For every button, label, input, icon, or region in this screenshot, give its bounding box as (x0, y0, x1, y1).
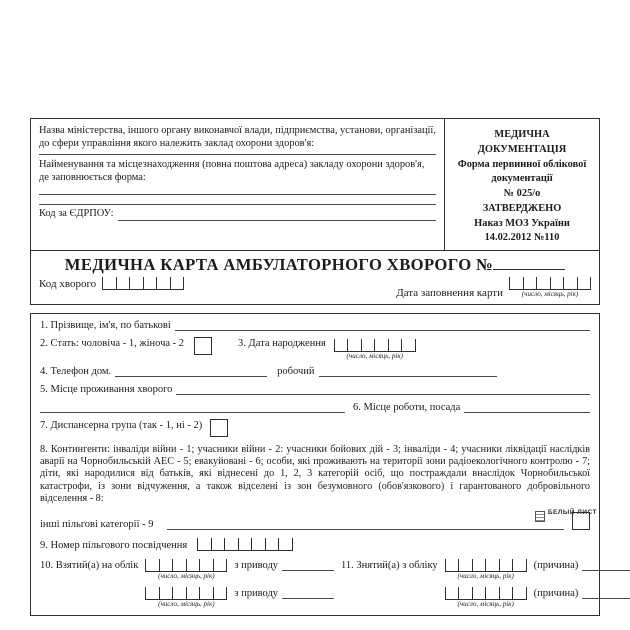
cause-label-2: (причина) (533, 588, 579, 600)
work-place-label: 6. Місце роботи, посада (353, 401, 461, 413)
deregistered-date-comb[interactable] (445, 559, 527, 572)
phone-work-line[interactable] (319, 365, 497, 377)
order-by-label: Наказ МОЗ України (474, 217, 570, 229)
facility-line-1[interactable] (39, 194, 436, 195)
card-title: МЕДИЧНА КАРТА АМБУЛАТОРНОГО ХВОРОГО № (64, 255, 494, 275)
divider (39, 154, 436, 155)
fill-date-comb[interactable] (509, 277, 591, 290)
birthdate-comb[interactable] (334, 339, 416, 352)
title-band (31, 251, 599, 304)
header-right-cell (445, 119, 599, 250)
residence-line[interactable] (176, 383, 590, 395)
date-caption: (число, місяць, рік) (346, 351, 403, 360)
birthdate-label: 3. Дата народження (238, 337, 326, 349)
main-box (30, 313, 600, 616)
field-1-label: 1. Прізвище, ім'я, по батькові (40, 319, 171, 331)
top-box (30, 118, 600, 305)
form-kind-label: Форма первинної облікової документації (457, 158, 587, 185)
reason-label-2: з приводу (234, 588, 279, 600)
sex-checkbox[interactable] (194, 337, 212, 355)
reason-line[interactable] (282, 559, 334, 571)
benefit-id-comb[interactable] (197, 538, 293, 551)
date-caption: (число, місяць, рік) (457, 571, 514, 580)
edrpou-label: Код за ЄДРПОУ: (39, 208, 114, 220)
cause-label: (причина) (533, 559, 579, 571)
publisher-crest-icon (535, 511, 545, 522)
ministry-label: Назва міністерства, іншого органу виконавчої влади, підприємства, установи, організації, до сфери управління якого належить заклад охорони здоров'я: (39, 125, 436, 150)
date-caption: (число, місяць, рік) (457, 600, 514, 609)
field-1-row (40, 319, 590, 331)
registration-grid (40, 559, 590, 609)
header-row (31, 119, 599, 251)
work-place-line[interactable] (464, 401, 590, 413)
fill-date-label: Дата заповнення карти (396, 286, 503, 299)
deregistered-date-comb-2[interactable] (445, 587, 527, 600)
sex-field-label: 2. Стать: чоловіча - 1, жіноча - 2 (40, 337, 185, 349)
card-number-line[interactable] (493, 256, 565, 270)
publisher-name: БЕЛЫЙ ЛИСТ (547, 509, 597, 516)
phone-work-label: робочий (277, 365, 315, 377)
doc-type-title: МЕДИЧНА ДОКУМЕНТАЦІЯ (477, 129, 567, 155)
form-sheet (30, 118, 600, 616)
registered-date-comb-2[interactable] (145, 587, 227, 600)
header-left-cell (31, 119, 445, 250)
contingents-paragraph: 8. Контингенти: інваліди війни - 1; учасники війни - 2: учасники бойових дій - 3; інваліди - 4; учасники ліквідації наслідків аварії на Чорнобильській АЕС - 5; евакуйовані - 6; особи, які проживають на території зони радіоекологічного контролю - 7; діти, які народилися від батьків, які віднесені до 1, 2, 3 категорій осіб, що постраждали внаслідок Чорнобильської катастрофи, із зони відчуження, а також відселені із зон безумовного (обов'язкового) і гарантованого добровільного відселення - 8: (40, 443, 590, 505)
reason-label: з приводу (234, 559, 279, 571)
patient-code-comb[interactable] (102, 277, 184, 290)
dispensary-checkbox[interactable] (210, 419, 228, 437)
date-caption: (число, місяць, рік) (158, 600, 215, 609)
form-number: № 025/о (503, 188, 541, 200)
benefit-id-label: 9. Номер пільгового посвідчення (40, 539, 188, 551)
phone-home-label: 4. Телефон дом. (40, 365, 112, 377)
facility-line-2[interactable] (39, 204, 436, 205)
residence-label: 5. Місце проживання хворого (40, 383, 173, 395)
field-1-line[interactable] (175, 319, 590, 331)
cause-line-2[interactable] (582, 587, 630, 599)
date-caption: (число, місяць, рік) (158, 571, 215, 580)
publisher-logo (535, 510, 597, 522)
residence-line-2[interactable] (40, 401, 345, 413)
approved-label: ЗАТВЕРДЖЕНО (482, 202, 562, 214)
registered-label: 10. Взятий(а) на облік (40, 559, 139, 571)
dispensary-group-label: 7. Диспансерна група (так - 1, ні - 2) (40, 419, 203, 431)
facility-label: Найменування та місцезнаходження (повна поштова адреса) закладу охорони здоров'я, де заповнюється форма: (39, 158, 425, 183)
date-caption: (число, місяць, рік) (521, 290, 579, 299)
other-benefit-line[interactable] (167, 518, 564, 530)
publisher-tagline: ·········· (547, 516, 576, 522)
reason-line-2[interactable] (282, 587, 334, 599)
deregistered-label: 11. Знятий(а) з обліку (341, 559, 438, 571)
cause-line[interactable] (582, 559, 630, 571)
other-benefit-label: інші пільгові категорії - 9 (40, 518, 154, 530)
order-date: 14.02.2012 №110 (484, 232, 560, 244)
patient-code-label: Код хворого (39, 278, 97, 291)
registered-date-comb[interactable] (145, 559, 227, 572)
phone-home-line[interactable] (115, 365, 267, 377)
edrpou-line[interactable] (118, 209, 436, 221)
